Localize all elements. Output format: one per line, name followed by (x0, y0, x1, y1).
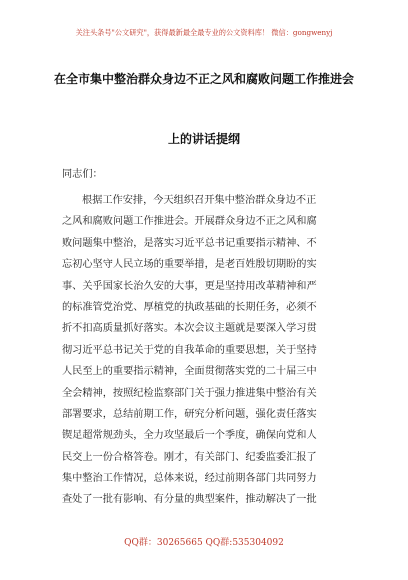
body-line: 查处了一批有影响、有分量的典型案件，推动解决了一批 (62, 494, 317, 506)
body-line: 部署要求，总结前期工作，研究分析问题，强化责任落实 (62, 408, 317, 420)
body-line: 全会精神，按照纪检监察部门关于强力推进集中整治有关 (62, 387, 317, 399)
salutation: 同志们： (62, 169, 103, 180)
body-line: 根据工作安排，今天组织召开集中整治群众身边不正 (82, 195, 317, 206)
body-line: 折不扣高质量抓好落实。本次会议主题就是要深入学习贯 (62, 323, 317, 335)
body-paragraph (62, 190, 350, 511)
body-line: 锲足超常规劲头，全力攻坚最后一个季度，确保向党和人 (62, 430, 317, 442)
page-header-promo: 关注头条号"公文研究"，获得最新最全最专业的公文资料库！ 微信：gongwenyj (75, 28, 333, 37)
document-title-line-1: 在全市集中整治群众身边不正之风和腐败问题工作推进会 (53, 72, 354, 86)
body-line: 事、关乎国家长治久安的大事，更是坚持用改革精神和严 (62, 280, 317, 292)
body-line: 的标准管党治党、厚植党的执政基础的长期任务，必须不 (62, 301, 317, 313)
body-line: 败问题集中整治，是落实习近平总书记重要指示精神、不 (62, 237, 317, 249)
body-line: 人民至上的重要指示精神，全面贯彻落实党的二十届三中 (62, 366, 317, 378)
page-footer-contact: QQ群：30265665 QQ群:535304092 (124, 538, 284, 548)
body-line: 民交上一份合格答卷。刚才，有关部门、纪委监委汇报了 (62, 451, 317, 463)
document-title-line-2: 上的讲话提纲 (167, 132, 240, 146)
body-line: 之风和腐败问题工作推进会。开展群众身边不正之风和腐 (62, 216, 317, 228)
body-line: 集中整治工作情况，总体来说，经过前期各部门共同努力 (62, 473, 317, 485)
body-line: 彻习近平总书记关于党的自我革命的重要思想，关于坚持 (62, 344, 317, 356)
body-line: 忘初心坚守人民立场的重要举措，是老百姓殷切期盼的实 (62, 259, 317, 271)
